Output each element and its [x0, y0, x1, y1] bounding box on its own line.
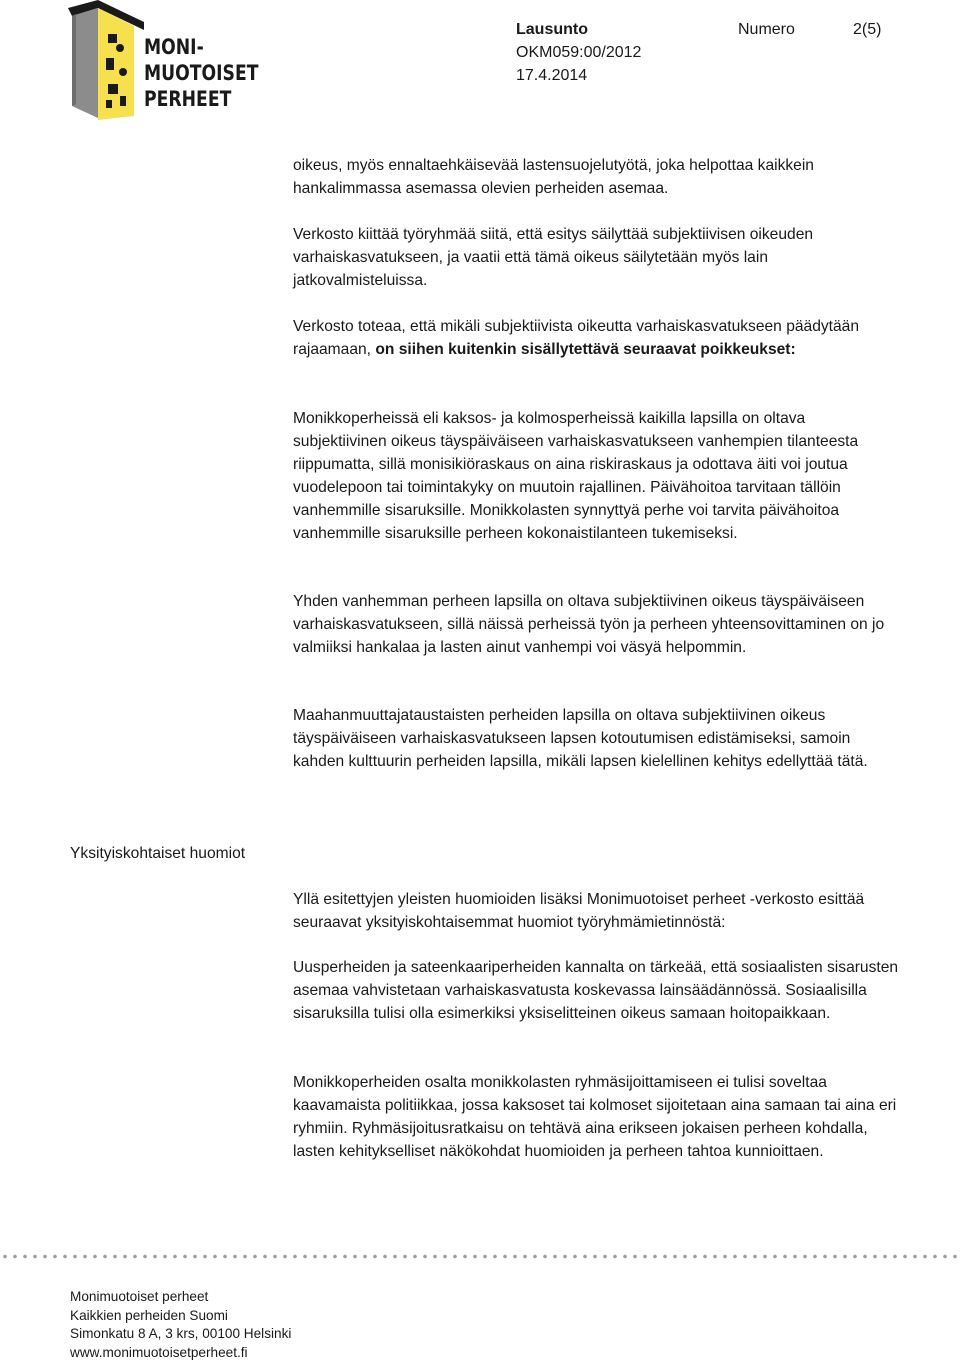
footer — [70, 1288, 291, 1362]
paragraph-text: Maahanmuuttajataustaisten perheiden lapsilla on oltava subjektiivinen oikeus täyspäiväiseen varhaiskasvatukseen lapsen kotoutumisen edistämiseksi, samoin kahden kulttuurin perheiden lapsilla, mikäli lapsen kielellinen kehitys edellyttää tätä. — [293, 707, 868, 770]
paragraph — [293, 223, 903, 292]
paragraph-text: Uusperheiden ja sateenkaariperheiden kannalta on tärkeää, että sosiaalisten sisarusten asemaa vahvistetaan varhaiskasvatusta koskevassa lainsäädännössä. Sosiaalisilla sisaruksilla tulisi olla esimerkiksi yksiselitteinen oikeus samaan hoitopaikkaan. — [293, 959, 899, 1022]
logo-line: PERHEET — [144, 87, 232, 111]
paragraph-text — [293, 315, 903, 361]
paragraph — [293, 1071, 903, 1163]
page-number: 2(5) — [853, 21, 882, 38]
paragraph — [293, 590, 903, 659]
section-heading: Yksityiskohtaiset huomiot — [70, 845, 246, 862]
logo-line: MONI- — [144, 35, 204, 59]
reference-number: OKM059:00/2012 — [516, 44, 642, 61]
logo-line: MUOTOISET — [144, 61, 259, 85]
paragraph-text: Monikkoperheiden osalta monikkolasten ryhmäsijoittamiseen ei tulisi soveltaa kaavamaista politiikkaa, jossa kaksoset tai kolmoset sijoitetaan aina samaan tai aina eri ryhmiin. Ryhmäsijoitusratkaisu on tehtävä aina erikseen jokaisen perheen kohdalla, lasten kehitykselliset näkökohdat huomioiden ja perheen tahtoa kunnioittaen. — [293, 1074, 897, 1160]
document-type: Lausunto — [516, 21, 588, 38]
footer-address: Simonkatu 8 A, 3 krs, 00100 Helsinki — [70, 1326, 292, 1341]
footer-org: Monimuotoiset perheet — [70, 1289, 209, 1304]
paragraph — [293, 315, 903, 361]
paragraph — [293, 407, 903, 545]
footer-website-link[interactable]: www.monimuotoisetperheet.fi — [70, 1344, 248, 1360]
paragraph — [293, 888, 903, 934]
paragraph-text: oikeus, myös ennaltaehkäisevää lastensuojelutyötä, joka helpottaa kaikkein hankalimmassa asemassa olevien perheiden asemaa. — [293, 157, 814, 197]
footer-parent-org: Kaikkien perheiden Suomi — [70, 1307, 228, 1323]
paragraph-text: Monikkoperheissä eli kaksos- ja kolmosperheissä kaikilla lapsilla on oltava subjektiivinen oikeus täyspäiväiseen varhaiskasvatukseen vanhempien tilanteesta riippumatta, sillä monisikiöraskaus on aina riskiraskaus ja odottava äiti voi joutua vuodelepoon tai toimintakyky on muutoin rajallinen. Päivähoitoa tarvitaan tällöin vanhemmille sisaruksille. Monikkolasten synnyttyä perhe voi tarvita päivähoitoa vanhemmille sisaruksille perheen kokonaistilanteen tukemiseksi. — [293, 410, 859, 542]
footer-divider — [0, 1254, 960, 1259]
paragraph — [293, 956, 903, 1025]
document-date: 17.4.2014 — [516, 67, 588, 84]
paragraph — [293, 704, 903, 773]
paragraph-text-bold: on siihen kuitenkin sisällytettävä seuraavat poikkeukset: — [375, 341, 796, 358]
paragraph-text: Verkosto kiittää työryhmää siitä, että esitys säilyttää subjektiivisen oikeuden varhaiskasvatukseen, ja vaatii että tämä oikeus säilytetään myös lain jatkovalmisteluissa. — [293, 226, 814, 289]
paragraph-text-normal: Verkosto toteaa, että mikäli subjektiivista oikeutta varhaiskasvatukseen päädytään rajaamaan, — [293, 318, 860, 358]
paragraph — [293, 154, 903, 200]
paragraph-text: Yhden vanhemman perheen lapsilla on oltava subjektiivinen oikeus täyspäiväiseen varhaiskasvatukseen, sillä näissä perheissä työn ja perheen yhteensovittaminen on jo valmiiksi hankalaa ja lasten ainut vanhempi voi väsyä helpommin. — [293, 593, 885, 656]
logo-wordmark — [144, 34, 258, 112]
paragraph-text: Yllä esitettyjen yleisten huomioiden lisäksi Monimuotoiset perheet -verkosto esittää seuraavat yksityiskohtaisemmat huomiot työryhmämietinnöstä: — [293, 891, 865, 931]
number-label: Numero — [738, 21, 795, 38]
